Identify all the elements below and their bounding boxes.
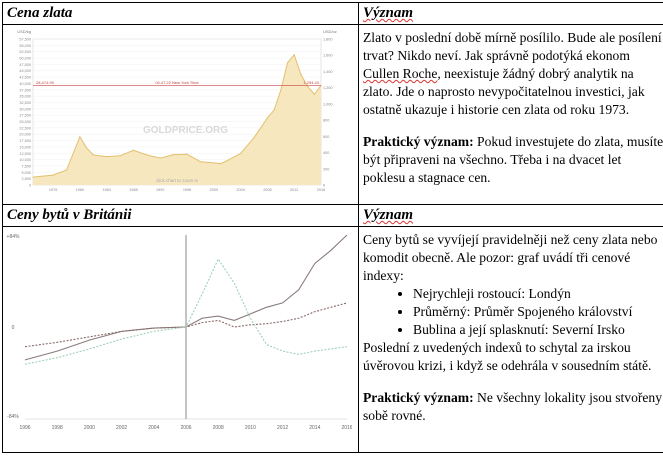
gold-left-tick: 25,000 xyxy=(19,120,31,125)
gold-x-tick: 2008 xyxy=(263,188,272,192)
gold-x-tick: 1988 xyxy=(129,188,138,192)
gold-left-tick: 35,000 xyxy=(19,94,31,99)
gold-data-point xyxy=(79,136,80,137)
housing-price-chart xyxy=(3,227,352,447)
housing-y-top: +84% xyxy=(6,234,20,240)
gold-left-tick: 22,500 xyxy=(19,126,31,131)
list-item: • Průměrný: Průměr Spojeného království xyxy=(413,303,663,321)
housing-x-tick: 1996 xyxy=(19,425,31,431)
gold-reference-left: 28,474.99 xyxy=(36,80,54,86)
gold-left-tick: 50,000 xyxy=(19,56,31,61)
housing-x-tick: 2016 xyxy=(341,425,352,431)
gold-left-tick: 12,500 xyxy=(19,151,31,156)
gold-chart-cell xyxy=(3,25,359,205)
housing-y-bottom: -84% xyxy=(7,414,19,420)
gold-x-tick: 1980 xyxy=(75,188,85,192)
gold-para-name: Cullen Roche xyxy=(363,66,438,81)
gold-practical xyxy=(363,133,663,187)
gold-data-point xyxy=(52,175,53,176)
gold-left-tick: 17,500 xyxy=(19,139,31,144)
gold-data-point xyxy=(160,158,161,159)
gold-left-tick: 10,000 xyxy=(19,158,31,163)
gold-watermark: GOLDPRICE.ORG xyxy=(143,125,229,136)
housing-practical xyxy=(363,389,663,425)
gold-left-tick: 0 xyxy=(28,183,31,188)
gold-left-tick: 20,000 xyxy=(19,132,31,137)
gold-data-point xyxy=(133,150,134,151)
gold-data-point xyxy=(93,154,94,155)
gold-left-tick: 7,500 xyxy=(21,164,31,169)
gold-right-tick: 400 xyxy=(323,151,330,156)
gold-right-unit: USD/oz xyxy=(323,29,337,34)
gold-header-text: Cena zlata xyxy=(7,5,73,21)
gold-data-point xyxy=(300,74,301,75)
gold-x-tick: 1976 xyxy=(48,188,58,192)
housing-x-tick: 2008 xyxy=(212,425,224,431)
gold-data-point xyxy=(307,86,308,87)
gold-data-point xyxy=(294,54,295,55)
housing-index-list xyxy=(363,285,663,339)
housing-x-tick: 2004 xyxy=(148,425,160,431)
gold-paragraph xyxy=(363,29,663,119)
gold-text-cell xyxy=(359,25,663,205)
gold-x-tick: 1992 xyxy=(156,188,165,192)
gold-para-part1: Zlato v poslední době mírně posílilo. Bude ale posílení trvat? Nikdo neví. Jak správně podotýká ekonom xyxy=(363,30,662,63)
gold-caption: click chart to zoom in xyxy=(155,178,199,183)
gold-left-unit: USD/kg xyxy=(17,29,31,34)
list-item: • Nejrychleji rostoucí: Londýn xyxy=(413,285,663,303)
gold-data-point xyxy=(314,94,315,95)
gold-data-point xyxy=(274,109,275,110)
housing-x-tick: 2006 xyxy=(180,425,192,431)
gold-right-tick: 1,800 xyxy=(323,37,333,42)
gold-header xyxy=(3,3,359,25)
gold-left-tick: 2,500 xyxy=(21,177,31,182)
gold-left-tick: 37,500 xyxy=(19,88,31,93)
housing-y-mid: 0 xyxy=(11,325,15,331)
housing-intro: Ceny bytů se vyvíjejí pravidelněji než ceny zlata nebo komodit obecně. Ale pozor: graf uvádí tři cenové indexy: xyxy=(363,232,658,283)
gold-data-point xyxy=(66,169,67,170)
gold-left-tick: 27,500 xyxy=(19,113,31,118)
housing-x-tick: 2002 xyxy=(116,425,128,431)
housing-text-cell xyxy=(359,227,663,453)
gold-reference-right: 1,294.43 xyxy=(303,80,319,86)
gold-data-point xyxy=(173,154,174,155)
gold-left-tick: 47,500 xyxy=(19,62,31,67)
gold-practical-label: Praktický význam: xyxy=(363,134,474,149)
gold-data-point xyxy=(240,153,241,154)
gold-right-tick: 1,000 xyxy=(323,102,333,107)
gold-data-point xyxy=(119,155,120,156)
gold-left-tick: 42,500 xyxy=(19,75,31,80)
gold-data-point xyxy=(280,90,281,91)
gold-data-point xyxy=(267,117,268,118)
gold-para-part2: , neexistuje žádný dobrý analytik na zlato. Jde o naprosto nevypočitatelnou investici, jak ostatně ukazuje i historie cen zlata od roku 1973. xyxy=(363,66,645,117)
gold-data-point xyxy=(146,154,147,155)
gold-x-tick: 2004 xyxy=(236,188,245,192)
housing-x-tick: 1998 xyxy=(51,425,63,431)
gold-data-point xyxy=(200,161,201,162)
gold-data-point xyxy=(106,156,107,157)
gold-meaning-header xyxy=(359,3,663,25)
gold-data-point xyxy=(213,162,214,163)
housing-practical-label: Praktický význam: xyxy=(363,390,474,405)
gold-data-point xyxy=(86,147,87,148)
housing-practical-text: Ne všechny lokality jsou stvořeny sobě rovné. xyxy=(363,390,663,423)
gold-left-tick: 45,000 xyxy=(19,69,31,74)
gold-right-tick: 1,400 xyxy=(323,69,333,74)
gold-x-tick: 2016 xyxy=(316,188,326,192)
gold-data-point xyxy=(186,154,187,155)
housing-header-text: Ceny bytů v Británii xyxy=(7,207,132,223)
gold-x-tick: 1984 xyxy=(102,188,111,192)
list-item: • Bublina a její splasknutí: Severní Irsko xyxy=(413,321,663,339)
document-table xyxy=(2,2,663,453)
housing-x-tick: 2010 xyxy=(244,425,256,431)
gold-left-tick: 52,500 xyxy=(19,50,31,55)
gold-left-tick: 5,000 xyxy=(21,170,31,175)
gold-meaning-header-text: Význam xyxy=(363,5,414,21)
gold-right-tick: 1,200 xyxy=(323,86,333,91)
housing-meaning-header xyxy=(359,205,663,227)
gold-left-tick: 57,500 xyxy=(19,37,31,42)
housing-x-tick: 2014 xyxy=(309,425,321,431)
gold-right-tick: 0 xyxy=(323,183,326,188)
housing-meaning-header-text: Význam xyxy=(363,207,414,223)
gold-data-point xyxy=(253,137,254,138)
gold-right-tick: 1,600 xyxy=(323,53,333,58)
gold-right-tick: 200 xyxy=(323,167,330,172)
gold-x-tick: 1996 xyxy=(182,188,192,192)
gold-right-tick: 600 xyxy=(323,134,330,139)
gold-data-point xyxy=(220,163,221,164)
gold-data-point xyxy=(32,177,33,178)
housing-x-tick: 2000 xyxy=(83,425,95,431)
gold-x-tick: 2012 xyxy=(289,188,299,192)
housing-chart-cell xyxy=(3,227,359,453)
gold-right-tick: 800 xyxy=(323,118,330,123)
gold-left-tick: 15,000 xyxy=(19,145,31,150)
gold-data-point xyxy=(227,160,228,161)
housing-after: Poslední z uvedených indexů to schytal za irskou úvěrovou krizi, i když se odehrála v sousedním státě. xyxy=(363,340,652,373)
gold-x-tick: 2000 xyxy=(209,188,219,192)
document-table-wrapper xyxy=(2,2,663,457)
gold-left-tick: 30,000 xyxy=(19,107,31,112)
gold-practical-text: Pokud investujete do zlata, musíte být připraveni na všechno. Třeba i na dvacet let poklesu a stagnace cen. xyxy=(363,134,663,185)
gold-reference-mid: 04.47.22 New York Time xyxy=(155,80,199,86)
gold-data-point xyxy=(287,62,288,63)
housing-x-tick: 2012 xyxy=(277,425,289,431)
gold-price-chart xyxy=(3,25,352,199)
housing-header xyxy=(3,205,359,227)
gold-left-tick: 32,500 xyxy=(19,100,31,105)
gold-left-tick: 55,000 xyxy=(19,43,31,48)
gold-left-tick: 40,000 xyxy=(19,81,31,86)
